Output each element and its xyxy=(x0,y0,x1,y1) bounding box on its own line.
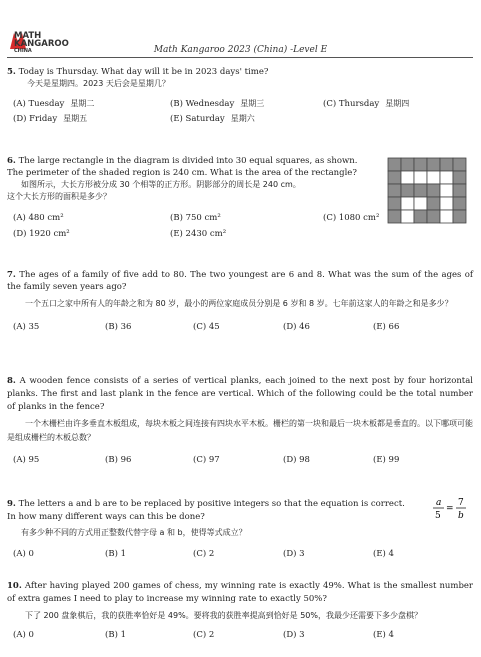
option-d[interactable]: (D) 1920 cm² xyxy=(13,229,70,239)
question-8 xyxy=(7,375,473,467)
fraction-denominator-5: 5 xyxy=(435,511,441,521)
option-c[interactable]: (C) 1080 cm² xyxy=(323,213,380,223)
option-e[interactable]: (E) 99 xyxy=(373,455,400,465)
grid-cell-shaded xyxy=(453,171,466,184)
grid-cell-shaded xyxy=(414,158,427,171)
grid-cell-shaded xyxy=(388,210,401,223)
question-text-zh: 有多少种不同的方式用正整数代替字母 a 和 b，使得等式成立？ xyxy=(21,528,247,537)
question-number: 9. xyxy=(7,499,16,509)
grid-cell xyxy=(414,197,427,210)
fraction-numerator-a: a xyxy=(436,498,442,508)
logo-line-kangaroo: KANGAROO xyxy=(14,38,69,49)
question-number: 10. xyxy=(7,581,22,591)
grid-cell xyxy=(440,171,453,184)
question-number: 7. xyxy=(7,270,16,280)
options-row xyxy=(7,454,473,467)
rectangle-grid-diagram xyxy=(387,157,471,227)
question-text-zh: 一个木栅栏由许多垂直木板组成，每块木板之间连接有四块水平木板。栅栏的第一块和最后一块木板都是垂直的。以下哪项可能是组成栅栏的木板总数？ xyxy=(7,419,473,442)
option-e[interactable]: (E) 2430 cm² xyxy=(170,229,227,239)
option-d[interactable]: (D) 46 xyxy=(283,322,310,332)
option-d[interactable]: (D) 3 xyxy=(283,630,305,640)
option-a[interactable]: (A) Tuesday 星期二 xyxy=(13,99,95,109)
option-c[interactable]: (C) Thursday 星期四 xyxy=(323,99,410,109)
option-e[interactable]: (E) 66 xyxy=(373,322,400,332)
grid-cell-shaded xyxy=(453,158,466,171)
options-row-2 xyxy=(7,228,473,241)
question-text-en-line2: In how many different ways can this be done? xyxy=(7,512,205,522)
option-c[interactable]: (C) 45 xyxy=(193,322,220,332)
grid-cell-shaded xyxy=(414,184,427,197)
question-text-en-line2: The perimeter of the shaded region is 240 cm. What is the area of the rectangle? xyxy=(7,168,357,178)
grid-cell-shaded xyxy=(427,197,440,210)
option-a[interactable]: (A) 0 xyxy=(13,630,34,640)
option-d[interactable]: (D) 3 xyxy=(283,549,305,559)
header-divider xyxy=(7,57,473,58)
grid-cell-shaded xyxy=(388,197,401,210)
question-text-en: A wooden fence consists of a series of vertical planks, each joined to the next post by four horizontal planks. The first and last plank in the fence are vertical. Which of the following could be the total number of planks in the fence? xyxy=(7,376,473,412)
logo-line-china: CHINA xyxy=(14,48,32,55)
question-text-zh-line1: 如图所示，大长方形被分成 30 个相等的正方形。阴影部分的周长是 240 cm。 xyxy=(21,180,301,189)
grid-cell-shaded xyxy=(388,184,401,197)
options-row-2 xyxy=(7,113,473,126)
grid-cell-shaded xyxy=(453,184,466,197)
fraction-numerator-7: 7 xyxy=(458,498,464,508)
grid-cell xyxy=(401,197,414,210)
options-row xyxy=(7,629,473,642)
option-b[interactable]: (B) 1 xyxy=(105,630,126,640)
grid-cell-shaded xyxy=(388,171,401,184)
option-d[interactable]: (D) 98 xyxy=(283,455,310,465)
question-text-en: The ages of a family of five add to 80. The two youngest are 6 and 8. What was the sum of the ages of the family seven years ago? xyxy=(7,270,474,292)
grid-cell-shaded xyxy=(427,210,440,223)
grid-cell-shaded xyxy=(453,197,466,210)
option-c[interactable]: (C) 97 xyxy=(193,455,220,465)
option-a[interactable]: (A) 0 xyxy=(13,549,34,559)
option-e[interactable]: (E) Saturday 星期六 xyxy=(170,114,255,124)
option-c[interactable]: (C) 2 xyxy=(193,549,215,559)
question-10 xyxy=(7,580,473,642)
grid-cell-shaded xyxy=(427,158,440,171)
grid-cell-shaded xyxy=(453,210,466,223)
equals-sign: = xyxy=(446,504,454,514)
question-text-zh: 一个五口之家中所有人的年龄之和为 80 岁，最小的两位家庭成员分别是 6 岁和 8 岁。七年前这家人的年龄之和是多少？ xyxy=(25,299,453,308)
question-number: 8. xyxy=(7,376,16,386)
grid-cell xyxy=(440,197,453,210)
grid-cell-shaded xyxy=(427,184,440,197)
logo-line-math: MATH xyxy=(14,31,42,41)
option-e[interactable]: (E) 4 xyxy=(373,630,394,640)
grid-cell xyxy=(440,184,453,197)
option-b[interactable]: (B) 36 xyxy=(105,322,132,332)
grid-cell-shaded xyxy=(388,158,401,171)
question-text-en: Today is Thursday. What day will it be in 2023 days' time? xyxy=(18,67,269,77)
question-text-en-line1: The letters a and b are to be replaced by positive integers so that the equation is correct. xyxy=(18,499,405,509)
question-text-zh-line2: 这个大长方形的面积是多少？ xyxy=(7,192,111,201)
option-e[interactable]: (E) 4 xyxy=(373,549,394,559)
question-text-zh: 今天是星期四。2023 天后会是星期几？ xyxy=(27,79,170,88)
option-a[interactable]: (A) 95 xyxy=(13,455,40,465)
option-c[interactable]: (C) 2 xyxy=(193,630,215,640)
grid-cell-shaded xyxy=(401,184,414,197)
option-d[interactable]: (D) Friday 星期五 xyxy=(13,114,88,124)
option-b[interactable]: (B) 1 xyxy=(105,549,126,559)
question-text-zh: 下了 200 盘象棋后，我的获胜率恰好是 49%。要将我的获胜率提高到恰好是 50%，我最少还需要下多少盘棋？ xyxy=(25,611,422,620)
question-number: 6. xyxy=(7,156,16,166)
question-text-en-line1: The large rectangle in the diagram is divided into 30 equal squares, as shown. xyxy=(18,156,358,166)
grid-cell xyxy=(414,171,427,184)
question-9 xyxy=(7,498,473,561)
question-5 xyxy=(7,66,473,126)
page-header-title: Math Kangaroo 2023 (China) -Level E xyxy=(153,45,328,55)
options-row-1 xyxy=(7,98,473,111)
grid-cell-shaded xyxy=(414,210,427,223)
option-a[interactable]: (A) 480 cm² xyxy=(13,213,64,223)
grid-cell-shaded xyxy=(440,158,453,171)
options-row xyxy=(7,548,473,561)
question-number: 5. xyxy=(7,67,16,77)
grid-cell xyxy=(440,210,453,223)
grid-cell xyxy=(401,171,414,184)
grid-cell-shaded xyxy=(401,158,414,171)
question-7 xyxy=(7,269,473,334)
grid-cell xyxy=(427,171,440,184)
option-a[interactable]: (A) 35 xyxy=(13,322,40,332)
fraction-equation xyxy=(431,495,467,525)
option-b[interactable]: (B) Wednesday 星期三 xyxy=(170,99,265,109)
options-row xyxy=(7,321,473,334)
option-b[interactable]: (B) 96 xyxy=(105,455,132,465)
option-b[interactable]: (B) 750 cm² xyxy=(170,213,221,223)
question-text-en: After having played 200 games of chess, my winning rate is exactly 49%. What is the smallest number of extra games I need to play to increase my winning rate to exactly 50%? xyxy=(7,581,473,604)
fraction-denominator-b: b xyxy=(458,511,464,521)
grid-cell xyxy=(401,210,414,223)
